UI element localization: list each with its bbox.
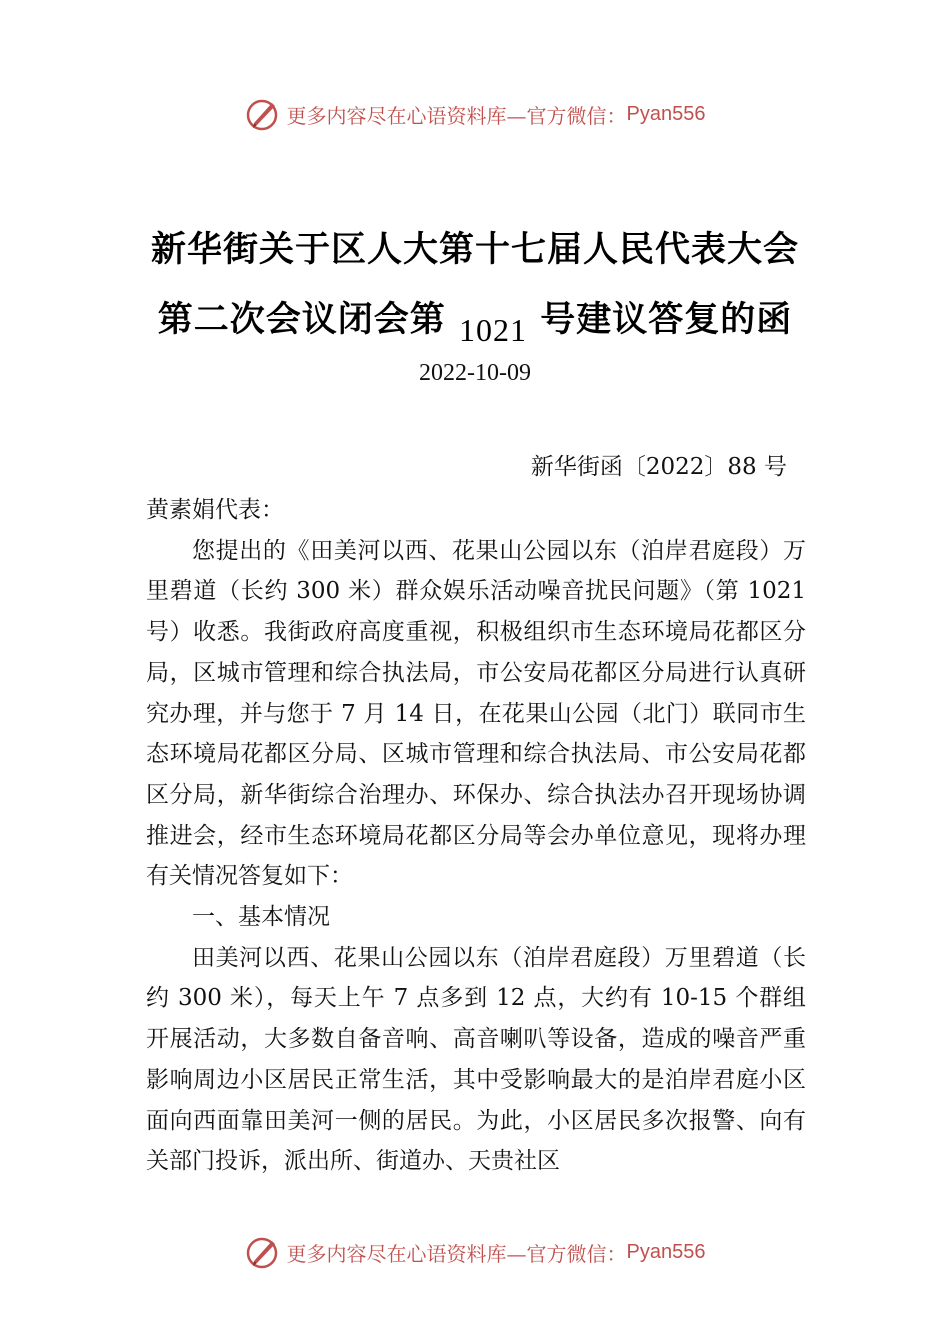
footer-watermark-banner (0, 1232, 950, 1272)
document-number: 新华街函〔2022〕88 号 (530, 454, 787, 480)
quill-pen-circle-icon (245, 1234, 281, 1270)
paragraph-2: 田美河以西、花果山公园以东（泊岸君庭段）万里碧道（长约 300 米），每天上午 7 点多到 12 点，大约有 10-15 个群组开展活动，大多数自备音响、高音喇叭等设备，造成的噪音严重影响周边小区居民正常生活，其中受影响最大的是泊岸君庭小区面向西面靠田美河一侧的居民。为此，小区居民多次报警、向有关部门投诉，派出所、街道办、天贵社区 (146, 944, 806, 1175)
banner-text: 更多内容尽在心语资料库—官方微信： (286, 1241, 627, 1266)
document-date: 2022-10-09 (419, 360, 531, 386)
banner-wechat-id: Pyan556 (626, 102, 706, 125)
title-line2-suffix: 号建议答复的函 (540, 299, 793, 340)
salutation: 黄素娟代表： (146, 497, 284, 523)
title-line2-prefix: 第二次会议闭会第 (157, 299, 446, 340)
section-heading-1: 一、基本情况 (192, 904, 330, 931)
document-title-line1: 新华街关于区人大第十七届人民代表大会 (150, 229, 799, 270)
paragraph-1: 您提出的《田美河以西、花果山公园以东（泊岸君庭段）万里碧道（长约 300 米）群众娱乐活动噪音扰民问题》（第 1021 号）收悉。我街政府高度重视，积极组织市生态环境局花都区分局，区城市管理和综合执法局，市公安局花都区分局进行认真研究办理，并与您于 7 月 14 日，在花果山公园（北门）联同市生态环境局花都区分局、区城市管理和综合执法局、市公安局花都区分局，新华街综合治理办、环保办、综合执法办召开现场协调推进会，经市生态环境局花都区分局等会办单位意见，现将办理有关情况答复如下： (146, 537, 806, 890)
document-body (146, 490, 806, 1182)
title-number: 1021 (459, 312, 527, 348)
quill-pen-circle-icon (245, 96, 281, 132)
document-title-line2 (0, 292, 950, 348)
header-watermark-banner (0, 94, 950, 134)
banner-wechat-id: Pyan556 (626, 1240, 706, 1263)
banner-text: 更多内容尽在心语资料库—官方微信： (286, 103, 627, 128)
